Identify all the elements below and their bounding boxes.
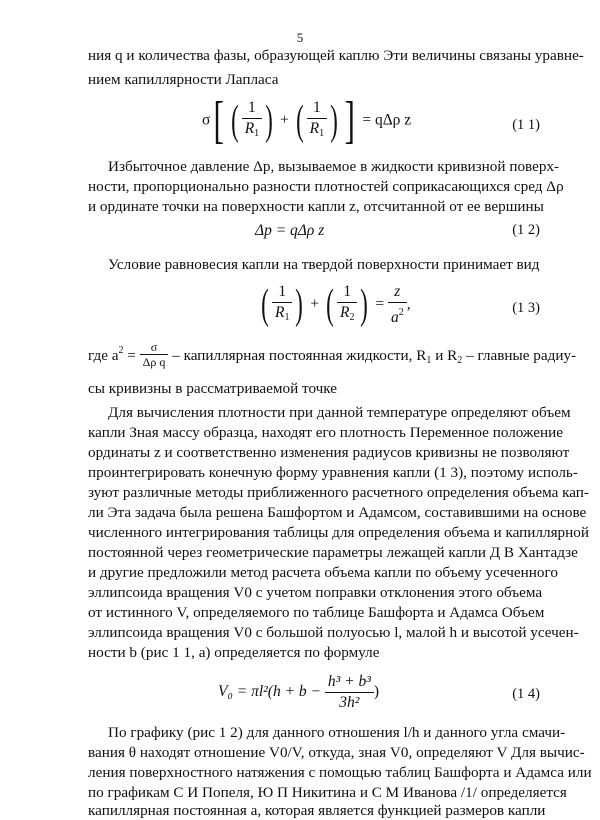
text-line: По графику (рис 1 2) для данного отношения l/h и данного угла смачи- — [108, 724, 566, 741]
equation-volume: V₀ = πl²(h + b − $\frac{\text{h³ + b³}}{\text{3h²}}$ ) — [218, 673, 380, 711]
text-line: по графикам С И Попеля, Ю П Никитина и С М Иванова /1/ определяется — [88, 784, 567, 801]
text-line: ности b (рис 1 1, а) определяется по формуле — [88, 644, 380, 661]
text-line: ния q и количества фазы, образующей каплю Эти величины связаны уравне- — [88, 47, 584, 64]
equation-pressure: Δp = qΔρ z — [255, 222, 325, 239]
text-line: вания θ находят отношение V0/V, откуда, зная V0, определяют V Для вычис- — [88, 744, 585, 761]
page-number: 5 — [296, 30, 304, 45]
text-line: от истинного V, определяемого по таблице Башфорта и Адамса Объем — [88, 604, 545, 621]
text-line: зуют различные методы приближенного расчетного определения объема кап- — [88, 484, 589, 501]
where-clause: где $a^2$ = $\frac{\sigma}{\text{Δρ q}}$ – капиллярная постоянная жидкости, $R_1$ и $R_2$ – главные радиу- — [88, 340, 577, 369]
sigma-symbol: σ — [202, 111, 211, 129]
equation-equilibrium: ( $\frac{1}{R_1}$ ) + ( $\frac{1}{R_2}$ ) = $\frac{z}{a^2}$ , — [261, 282, 411, 328]
text-line: эллипсоида вращения V0 с учетом поправки отклонения этого объема — [88, 584, 543, 601]
text-line: нием капиллярности Лапласа — [88, 71, 279, 88]
text-line: и другие предложили метод расчета объема капли по объему усеченного — [88, 564, 558, 581]
equation-laplace: σ[ ( $\frac{1}{R_1}$ ) + ( $\frac{1}{R_1}$ ) ] = qΔρ z — [202, 92, 412, 149]
text-line: сы кривизны в рассматриваемой точке — [88, 380, 338, 397]
equation-number: (1 1) — [512, 117, 540, 133]
text-line: проинтегрировать конечную форму уравнения капли (1 3), поэтому исполь- — [88, 464, 578, 481]
text-line: ности, пропорционально разности плотностей соприкасающихся сред Δρ — [88, 178, 564, 195]
text-line: ли Эта задача была решена Башфортом и Адамсом, составившими на основе — [88, 504, 587, 521]
text-line: эллипсоида вращения V0 с большой полуосью l, малой h и высотой усечен- — [88, 624, 579, 641]
text-line: Условие равновесия капли на твердой поверхности принимает вид — [108, 256, 540, 273]
text-line: Для вычисления плотности при данной температуре определяют объем — [108, 404, 571, 421]
equation-number: (1 2) — [512, 222, 540, 238]
text-line: ления поверхностного натяжения с помощью таблиц Башфорта и Адамса или — [88, 764, 592, 781]
text-line: Избыточное давление Δp, вызываемое в жидкости кривизной поверх- — [108, 158, 560, 175]
equation-number: (1 3) — [512, 300, 540, 316]
text-line: постоянной через геометрические параметры лежащей капли Д В Хантадзе — [88, 544, 578, 561]
text-line: капиллярная постоянная a, которая является функцией размеров капли — [88, 802, 546, 819]
equation-number: (1 4) — [512, 686, 540, 702]
text-line: капли Зная массу образца, находят его плотность Переменное положение — [88, 424, 564, 441]
text-line: численного интегрирования таблицы для определения объема и капиллярной — [88, 524, 589, 541]
text-line: и ординате точки на поверхности капли z, отсчитанной от ее вершины — [88, 198, 544, 215]
text-line: ординаты z и соответственно изменения радиусов кривизны не позволяют — [88, 444, 570, 461]
